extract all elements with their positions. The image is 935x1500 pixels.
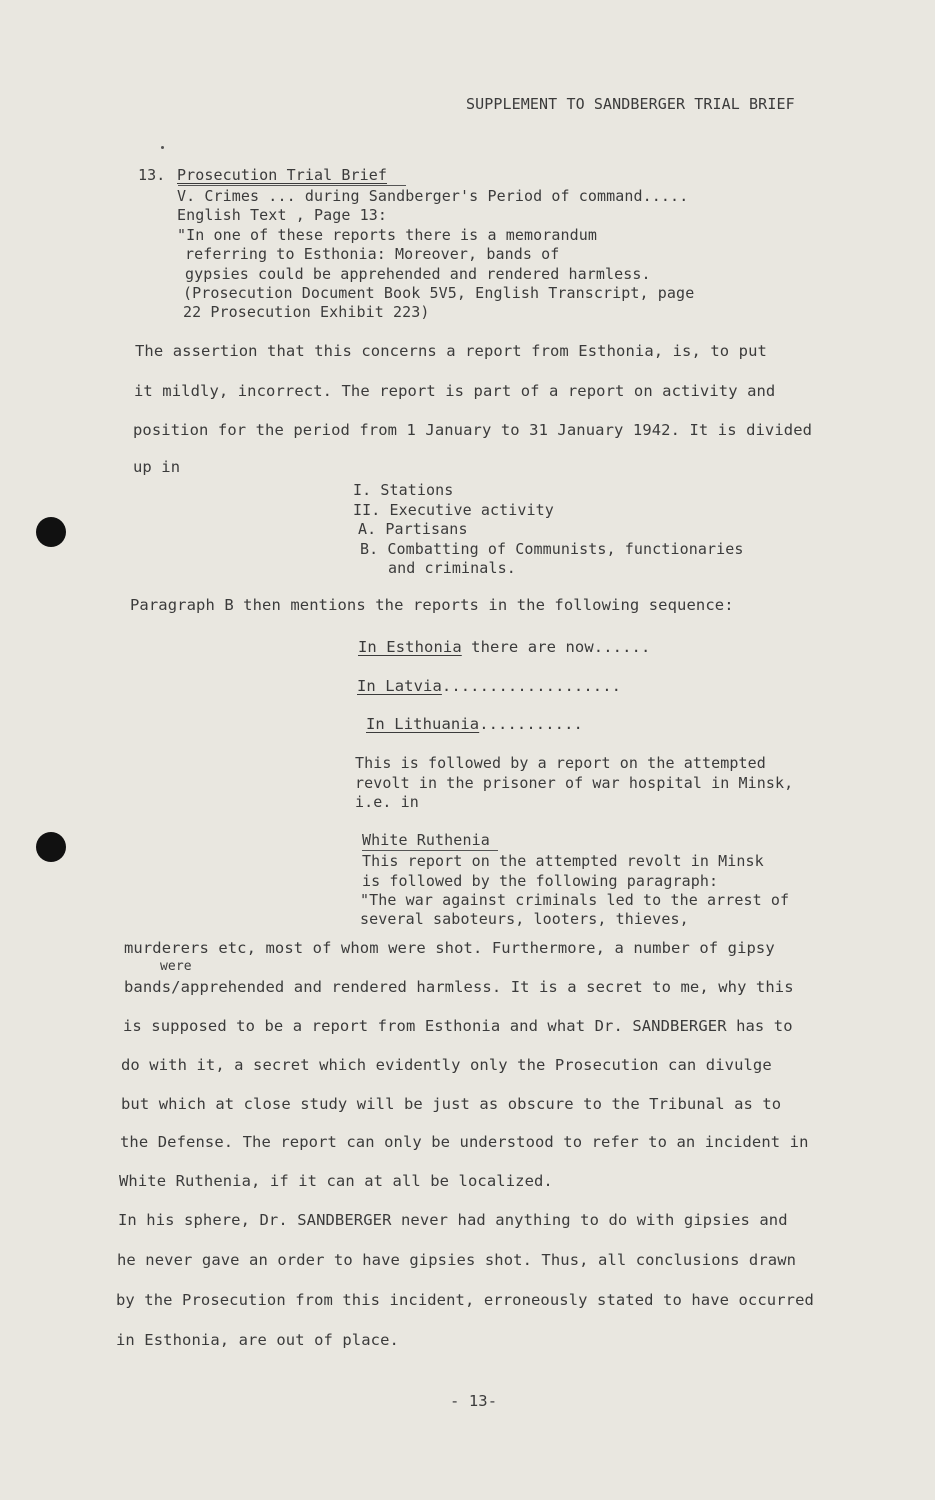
quote-line: several saboteurs, looters, thieves,: [360, 910, 689, 928]
handwritten-insert: were: [160, 959, 192, 974]
quote-line: referring to Esthonia: Moreover, bands of: [185, 245, 560, 263]
quote-line: (Prosecution Document Book 5V5, English Transcript, page: [183, 284, 695, 302]
quote-line: "In one of these reports there is a memorandum: [177, 226, 598, 244]
body-line: bands/apprehended and rendered harmless. It is a secret to me, why this: [124, 978, 794, 996]
body-line: White Ruthenia, if it can at all be localized.: [119, 1172, 553, 1190]
body-line: it mildly, incorrect. The report is part of a report on activity and: [134, 382, 776, 400]
body-line: murderers etc, most of whom were shot. Furthermore, a number of gipsy: [124, 939, 775, 957]
stray-mark: [161, 146, 164, 149]
body-line: Paragraph B then mentions the reports in the following sequence:: [130, 596, 734, 614]
sequence-item: In Lithuania...........: [366, 715, 583, 733]
ruthenia-title: White Ruthenia: [362, 831, 490, 849]
item-number: 13.: [138, 166, 166, 184]
page-header: SUPPLEMENT TO SANDBERGER TRIAL BRIEF: [466, 95, 795, 113]
quote-line: English Text , Page 13:: [177, 206, 388, 224]
outline-item: I. Stations: [353, 481, 454, 499]
body-line: In his sphere, Dr. SANDBERGER never had anything to do with gipsies and: [118, 1211, 788, 1229]
outline-item: B. Combatting of Communists, functionaries: [360, 540, 744, 558]
punch-hole: [36, 832, 66, 862]
page-number: - 13-: [450, 1392, 498, 1410]
sequence-item: In Esthonia there are now......: [358, 638, 651, 656]
quote-line: is followed by the following paragraph:: [362, 872, 719, 890]
body-line: is supposed to be a report from Esthonia and what Dr. SANDBERGER has to: [123, 1017, 793, 1035]
outline-item: and criminals.: [388, 559, 516, 577]
body-line: the Defense. The report can only be understood to refer to an incident in: [120, 1133, 809, 1151]
body-line: i.e. in: [355, 793, 419, 811]
body-line: This is followed by a report on the attempted: [355, 754, 766, 772]
body-line: by the Prosecution from this incident, erroneously stated to have occurred: [116, 1291, 814, 1309]
quote-line: gypsies could be apprehended and rendered harmless.: [185, 265, 651, 283]
quote-title: Prosecution Trial Brief: [177, 166, 388, 184]
quote-line: "The war against criminals led to the arrest of: [360, 891, 790, 909]
body-line: he never gave an order to have gipsies shot. Thus, all conclusions drawn: [117, 1251, 797, 1269]
body-line: in Esthonia, are out of place.: [116, 1331, 399, 1349]
body-line: position for the period from 1 January to 31 January 1942. It is divided: [133, 421, 813, 439]
title-rule: [362, 850, 498, 851]
punch-hole: [36, 517, 66, 547]
body-line: do with it, a secret which evidently only the Prosecution can divulge: [121, 1056, 772, 1074]
body-line: revolt in the prisoner of war hospital in Minsk,: [355, 774, 794, 792]
sequence-item: In Latvia...................: [357, 677, 622, 695]
outline-item: II. Executive activity: [353, 501, 554, 519]
title-rule: [178, 185, 406, 186]
outline-item: A. Partisans: [358, 520, 468, 538]
body-line: up in: [133, 458, 181, 476]
quote-line: 22 Prosecution Exhibit 223): [183, 303, 430, 321]
quote-line: This report on the attempted revolt in Minsk: [362, 852, 764, 870]
body-line: The assertion that this concerns a report from Esthonia, is, to put: [135, 342, 767, 360]
quote-line: V. Crimes ... during Sandberger's Period of command.....: [177, 187, 689, 205]
body-line: but which at close study will be just as obscure to the Tribunal as to: [121, 1095, 782, 1113]
